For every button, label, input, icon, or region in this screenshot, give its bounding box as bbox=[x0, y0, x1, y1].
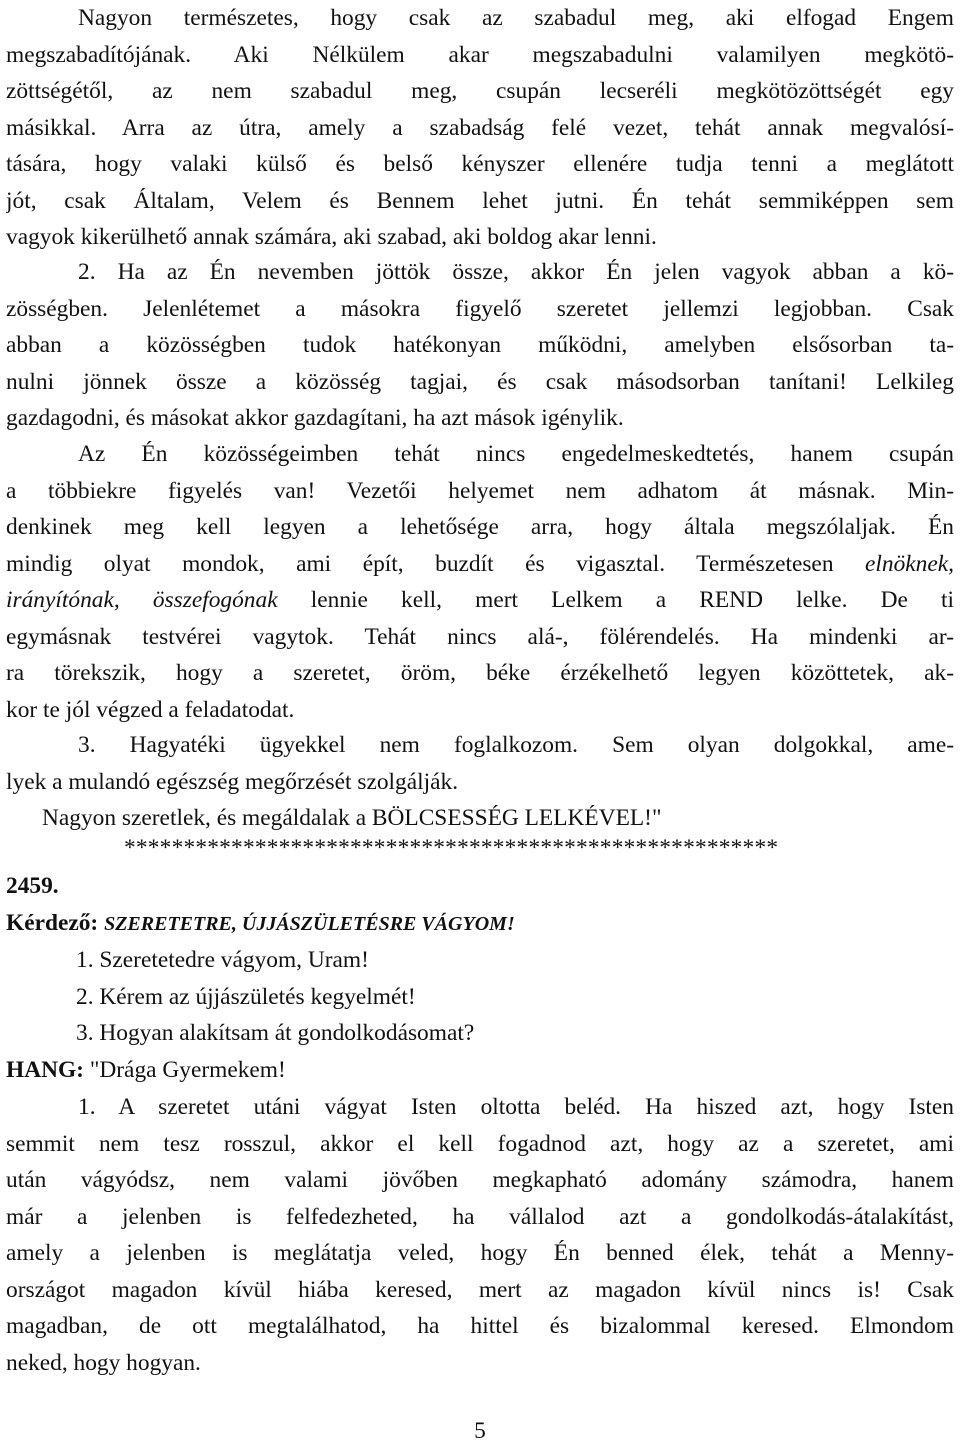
text-segment: lennie kell, mert Lelkem a REND lelke. De ti bbox=[277, 587, 954, 613]
text-line: Nagyon természetes, hogy csak az szabadul meg, aki elfogad Engem bbox=[78, 5, 954, 31]
answer-paragraph bbox=[6, 1089, 954, 1381]
question-item: 1. Szeretetedre vágyom, Uram! bbox=[76, 947, 369, 973]
text-line: nulni jönnek össze a közösség tagjai, és csak másodsorban tanítani! Lelkileg bbox=[6, 368, 954, 395]
text-line: semmit nem tesz rosszul, akkor el kell fogadnod azt, hogy az a szeretet, ami bbox=[6, 1130, 954, 1157]
text-line: ra törekszik, hogy a szeretet, öröm, béke érzékelhető legyen közöttetek, ak- bbox=[6, 660, 954, 686]
paragraph-3 bbox=[6, 436, 954, 728]
page-number: 5 bbox=[474, 1418, 486, 1444]
text-line: országot magadon kívül hiába keresed, mert az magadon kívül nincs is! Csak bbox=[6, 1276, 954, 1303]
text-line: vagyok kikerülhető annak számára, aki szabad, aki boldog akar lenni. bbox=[6, 224, 657, 250]
text-line: 1. A szeretet utáni vágyat Isten oltotta beléd. Ha hiszed azt, hogy Isten bbox=[78, 1094, 954, 1120]
text-line: abban a közösségben tudok hatékonyan működni, amelyben elsősorban ta- bbox=[6, 332, 954, 358]
question-label: Kérdező: bbox=[6, 910, 99, 936]
text-line: zösségben. Jelenlétemet a másokra figyelő szeretet jellemzi legjobban. Csak bbox=[6, 295, 954, 322]
paragraph-2 bbox=[6, 254, 954, 437]
text-line: megszabadítójának. Aki Nélkülem akar megszabadulni valamilyen megkötö- bbox=[6, 41, 954, 68]
text-line: jót, csak Általam, Velem és Bennem lehet jutni. Én tehát semmiképpen sem bbox=[6, 187, 954, 214]
text-line: a többiekre figyelés van! Vezetői helyemet nem adhatom át másnak. Min- bbox=[6, 477, 954, 504]
question-text: SZERETETRE, ÚJJÁSZÜLETÉSRE VÁGYOM! bbox=[104, 913, 515, 935]
text-line: kor te jól végzed a feladatodat. bbox=[6, 696, 295, 723]
paragraph-1 bbox=[6, 0, 954, 256]
question-item: 3. Hogyan alakítsam át gondolkodásomat? bbox=[76, 1020, 475, 1046]
paragraph-4 bbox=[6, 727, 954, 800]
separator-stars: ******************************************************* bbox=[124, 835, 779, 861]
text-line: 2. Ha az Én nevemben jöttök össze, akkor Én jelen vagyok abban a kö- bbox=[78, 259, 954, 285]
text-line: neked, hogy hogyan. bbox=[6, 1349, 201, 1376]
text-line: magadban, de ott megtalálhatod, ha hittel és bizalommal keresed. Elmondom bbox=[6, 1313, 954, 1339]
text-line: denkinek meg kell legyen a lehetősége arra, hogy általa megszólaljak. Én bbox=[6, 514, 954, 540]
question-heading bbox=[6, 905, 515, 943]
question-item: 2. Kérem az újjászületés kegyelmét! bbox=[76, 984, 416, 1010]
text-line: tására, hogy valaki külső és belső kényszer ellenére tudja tenni a meglátott bbox=[6, 151, 954, 177]
message-number: 2459. bbox=[6, 873, 59, 899]
text-line: után vágyódsz, nem valami jövőben megkapható adomány számodra, hanem bbox=[6, 1167, 954, 1193]
text-segment: mindig olyat mondok, ami épít, buzdít és vigasztal. Természetesen bbox=[6, 550, 866, 577]
text-line: amely a jelenben is meglátatja veled, hogy Én benned élek, tehát a Menny- bbox=[6, 1240, 954, 1266]
text-line: egymásnak testvérei vagytok. Tehát nincs alá-, fölérendelés. Ha mindenki ar- bbox=[6, 623, 954, 650]
answer-heading bbox=[6, 1052, 286, 1089]
text-line: lyek a mulandó egészség megőrzését szolgálják. bbox=[6, 768, 459, 795]
text-line bbox=[6, 582, 954, 619]
text-line: zöttségétől, az nem szabadul meg, csupán lecseréli megkötözöttségét egy bbox=[6, 78, 954, 104]
answer-greeting: "Drága Gyermekem! bbox=[89, 1057, 286, 1083]
text-line: már a jelenben is felfedezheted, ha vállalod azt a gondolkodás-átalakítást, bbox=[6, 1203, 954, 1230]
answer-label: HANG: bbox=[6, 1057, 84, 1083]
text-line: Az Én közösségeimben tehát nincs engedelmeskedtetés, hanem csupán bbox=[78, 441, 954, 467]
italic-text: irányítónak, összefogónak bbox=[6, 587, 278, 613]
text-line bbox=[6, 546, 954, 583]
text-line: Nagyon szeretlek, és megáldalak a BÖLCSESSÉG LELKÉVEL!" bbox=[42, 805, 662, 831]
text-line: gazdagodni, és másokat akkor gazdagítani, ha azt mások igénylik. bbox=[6, 405, 624, 431]
text-line: másikkal. Arra az útra, amely a szabadság felé vezet, tehát annak megvalósí- bbox=[6, 114, 954, 141]
italic-text: elnöknek, bbox=[865, 550, 954, 577]
text-line: 3. Hagyatéki ügyekkel nem foglalkozom. Sem olyan dolgokkal, ame- bbox=[78, 732, 954, 758]
